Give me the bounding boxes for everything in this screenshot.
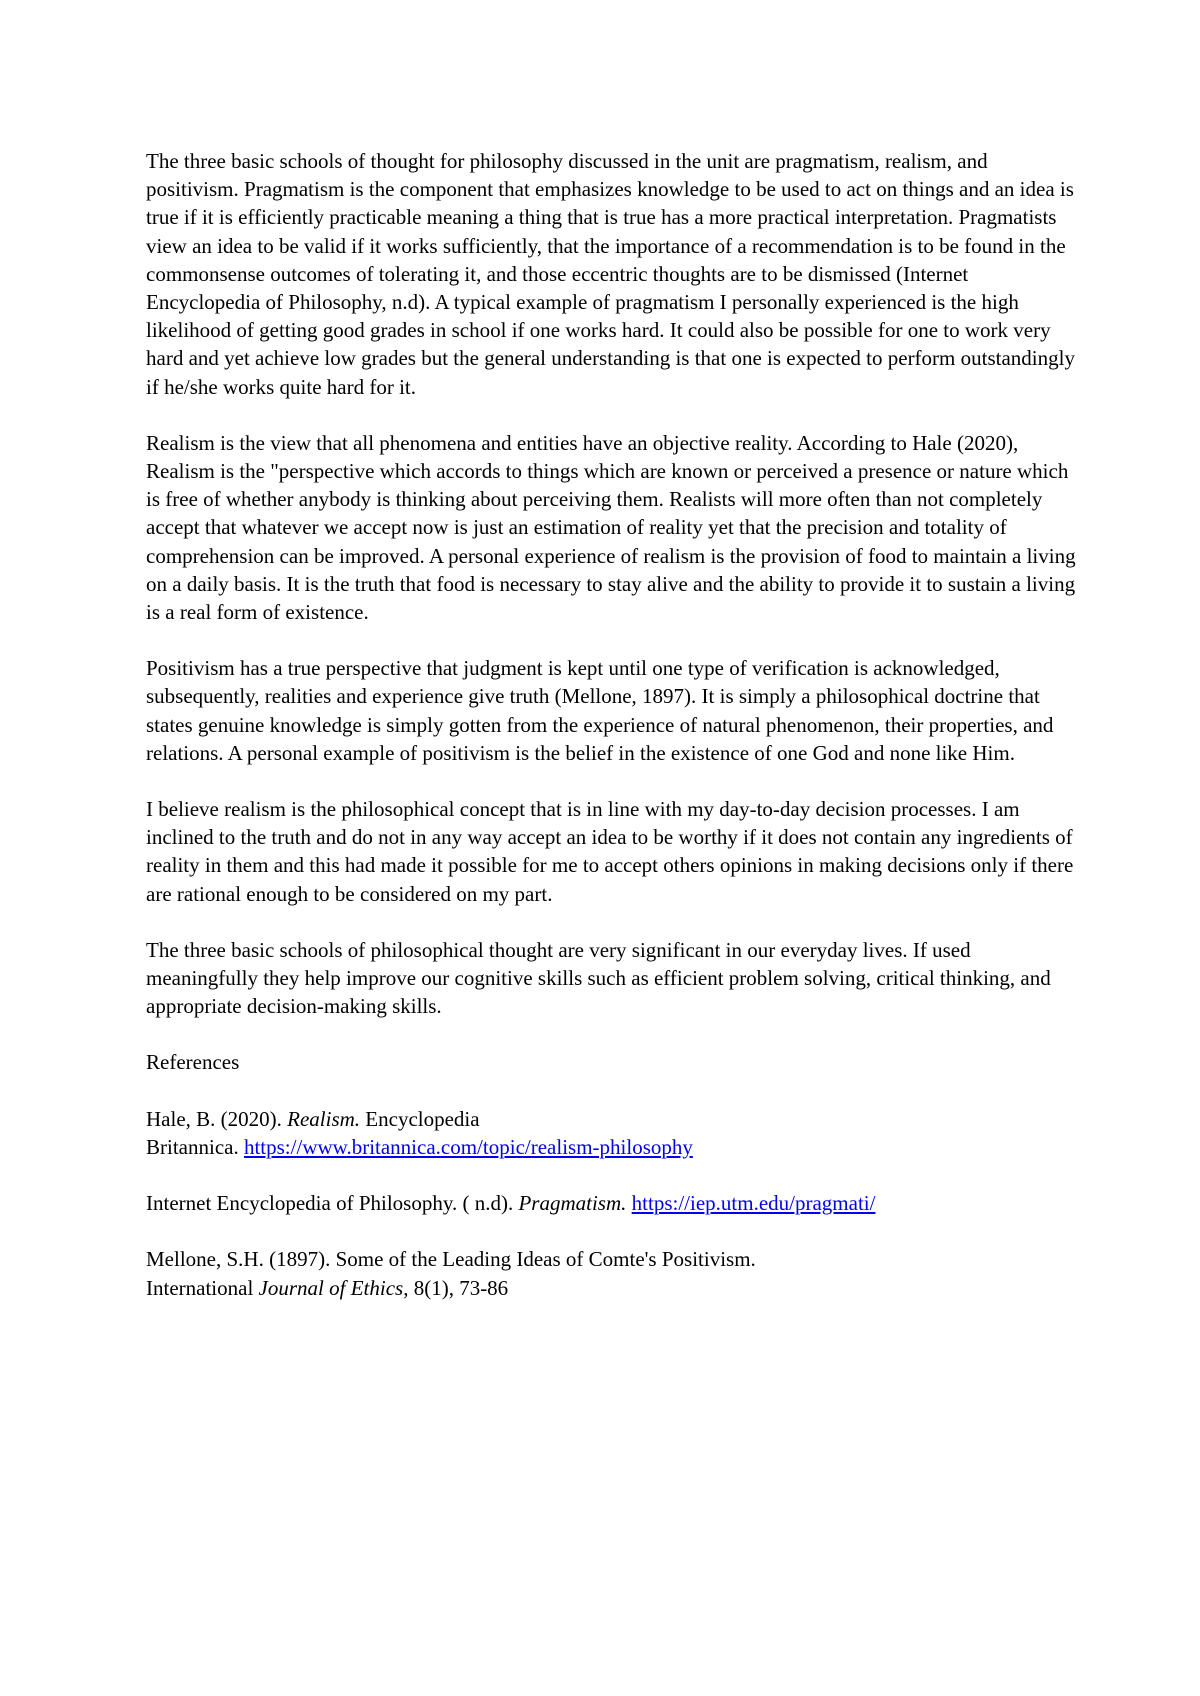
reference-hale-lead: Hale, B. (2020). <box>146 1106 288 1131</box>
reference-hale <box>146 1105 1076 1161</box>
document-body <box>146 147 1076 1330</box>
reference-mellone-lead: Mellone, S.H. (1897). Some of the Leading Ideas of Comte's Positivism. <box>146 1247 756 1272</box>
paragraph-positivism: Positivism has a true perspective that judgment is kept until one type of verification is acknowledged, subsequently, realities and experience give truth (Mellone, 1897). It is simply a philosophical doctrine that states genuine knowledge is simply gotten from the experience of natural phenomenon, their properties, and relations. A personal example of positivism is the belief in the existence of one God and none like Him. <box>146 656 1054 765</box>
reference-iep-title: Pragmatism. <box>518 1191 627 1216</box>
reference-mellone-journal: Journal of Ethics <box>258 1275 404 1300</box>
reference-mellone <box>146 1245 1076 1301</box>
reference-iep <box>146 1189 1076 1217</box>
reference-hale-mid: Encyclopedia <box>360 1106 480 1131</box>
reference-mellone-prefix: International <box>146 1275 259 1300</box>
reference-hale-publisher: Britannica. <box>146 1134 244 1159</box>
paragraph-conclusion: The three basic schools of philosophical thought are very significant in our everyday lives. If used meaningfully they help improve our cognitive skills such as efficient problem solving, critical thinking, and appropriate decision-making skills. <box>146 937 1051 1019</box>
reference-hale-title: Realism. <box>287 1106 361 1131</box>
paragraph-intro-pragmatism: The three basic schools of thought for philosophy discussed in the unit are pragmatism, realism, and positivism. Pragmatism is the component that emphasizes knowledge to be used to act on things and an idea is true if it is efficiently practicable meaning a thing that is true has a more practical interpretation. Pragmatists view an idea to be valid if it works sufficiently, that the importance of a recommendation is to be found in the commonsense outcomes of tolerating it, and those eccentric thoughts are to be dismissed (Internet Encyclopedia of Philosophy, n.d). A typical example of pragmatism I personally experienced is the high likelihood of getting good grades in school if one works hard. It could also be possible for one to work very hard and yet achieve low grades but the general understanding is that one is expected to perform outstandingly if he/she works quite hard for it. <box>146 149 1075 399</box>
reference-hale-link[interactable]: https://www.britannica.com/topic/realism-philosophy <box>243 1134 693 1159</box>
reference-iep-lead: Internet Encyclopedia of Philosophy. ( n.d). <box>146 1191 519 1216</box>
reference-iep-link[interactable]: https://iep.utm.edu/pragmati/ <box>631 1191 876 1216</box>
paragraph-personal-belief: I believe realism is the philosophical concept that is in line with my day-to-day decision processes. I am inclined to the truth and do not in any way accept an idea to be worthy if it does not contain any ingredients of reality in them and this had made it possible for me to accept others opinions in making decisions only if there are rational enough to be considered on my part. <box>146 797 1074 906</box>
references-heading: References <box>146 1050 240 1075</box>
paragraph-realism: Realism is the view that all phenomena and entities have an objective reality. According to Hale (2020), Realism is the "perspective which accords to things which are known or perceived a presence or nature which is free of whether anybody is thinking about perceiving them. Realists will more often than not completely accept that whatever we accept now is just an estimation of reality yet that the precision and totality of comprehension can be improved. A personal experience of realism is the provision of food to maintain a living on a daily basis. It is the truth that food is necessary to stay alive and the ability to provide it to sustain a living is a real form of existence. <box>146 430 1076 625</box>
reference-mellone-tail: , 8(1), 73-86 <box>403 1275 509 1300</box>
